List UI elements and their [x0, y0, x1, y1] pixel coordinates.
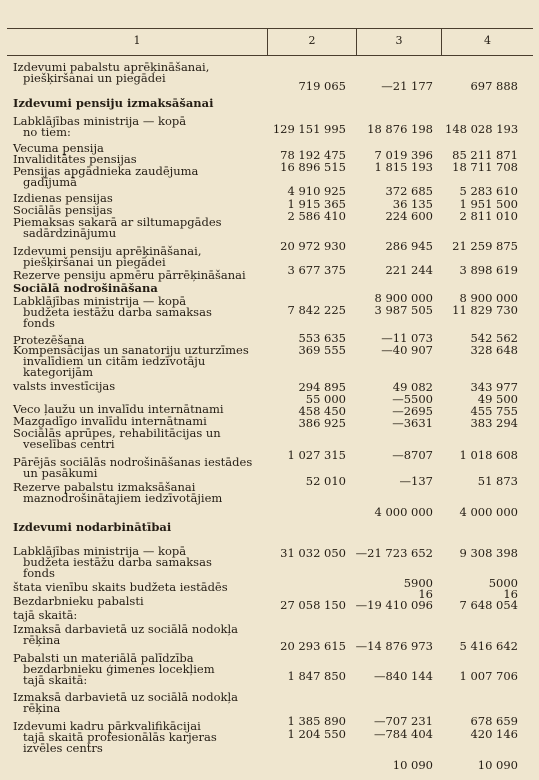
row-label: valsts investīcijas [13, 379, 116, 393]
cell-c3: —707 231 [373, 714, 433, 728]
cell-c3: —21 723 652 [355, 546, 433, 560]
row-label: rēķina [23, 701, 61, 715]
cell-c4: 11 829 730 [452, 303, 518, 317]
cell-c4: 4 000 000 [459, 505, 518, 519]
row-label: štata vienību skaits budžeta iestādēs [13, 580, 228, 594]
row-label: Mazgadīgo invalīdu internātnami [13, 414, 207, 428]
cell-c3: 10 090 [392, 758, 433, 772]
cell-c2: 31 032 050 [280, 546, 346, 560]
cell-c3: 18 876 198 [367, 122, 433, 136]
cell-c2: 129 151 995 [272, 122, 346, 136]
cell-c4: 7 648 054 [459, 598, 518, 612]
row-label: Izdevumi pabalstu aprēķināšanai, [13, 60, 210, 74]
row-label: Rezerve pabalstu izmaksāšanai [13, 480, 196, 494]
row-label: invalīdiem un citām iedzīvotāju [23, 354, 206, 368]
cell-c3: —3631 [392, 416, 433, 430]
cell-c2: 3 677 375 [287, 263, 346, 277]
row-label: Labklājības ministrija — kopā [13, 294, 187, 308]
row-label: Labklājības ministrija — kopā [13, 544, 187, 558]
cell-c2: 1 847 850 [287, 669, 346, 683]
cell-c4: 18 711 708 [452, 160, 518, 174]
cell-c4: 542 562 [470, 331, 518, 345]
cell-c3: —784 404 [373, 727, 433, 741]
row-label: Vecuma pensija [13, 141, 104, 155]
cell-c2: 719 065 [298, 79, 346, 93]
cell-c2: 553 635 [298, 331, 346, 345]
cell-c2: 294 895 [298, 380, 346, 394]
row-label: budžeta iestāžu darba samaksas [23, 555, 212, 569]
cell-c3: —11 073 [381, 331, 433, 345]
cell-c3: —5500 [392, 392, 433, 406]
cell-c4: 420 146 [470, 727, 518, 741]
row-label: budžeta iestāžu darba samaksas [23, 305, 212, 319]
cell-c4: 10 090 [477, 758, 518, 772]
row-label: sadārdzinājumu [23, 226, 117, 240]
cell-c4: 51 873 [477, 474, 518, 488]
row-label: Veco ļaužu un invalīdu internātnami [13, 402, 224, 416]
cell-c2: 7 842 225 [287, 303, 346, 317]
cell-c2: 4 910 925 [287, 184, 346, 198]
cell-c2: 369 555 [298, 343, 346, 357]
cell-c3: —14 876 973 [355, 639, 433, 653]
cell-c4: 343 977 [470, 380, 518, 394]
cell-c2: 386 925 [298, 416, 346, 430]
cell-c3: 49 082 [392, 380, 433, 394]
cell-c2: 78 192 475 [280, 148, 346, 162]
cell-c4: 383 294 [470, 416, 518, 430]
row-label: Sociālās aprūpes, rehabilitācijas un [13, 426, 221, 440]
row-label: bezdarbnieku ģimenes locekļiem [23, 662, 215, 676]
section-heading: Sociālā nodrošināšana [13, 281, 158, 295]
cell-c2: 27 058 150 [280, 598, 346, 612]
cell-c4: 1 007 706 [459, 669, 518, 683]
cell-c3: —19 410 096 [355, 598, 433, 612]
cell-c4: 21 259 875 [452, 239, 518, 253]
cell-c3: 224 600 [385, 209, 433, 223]
column-header-1: 1 [133, 34, 141, 47]
cell-c3: 286 945 [385, 239, 433, 253]
row-label: Piemaksas sakarā ar siltumapgādes [13, 215, 222, 229]
cell-c4: 678 659 [470, 714, 518, 728]
cell-c2: 52 010 [305, 474, 346, 488]
row-label: fonds [23, 566, 55, 580]
cell-c3: 4 000 000 [374, 505, 433, 519]
cell-c2: 1 027 315 [287, 448, 346, 462]
table-header [7, 28, 533, 56]
cell-c4: 8 900 000 [459, 291, 518, 305]
row-label: Invaliditātes pensijas [13, 152, 137, 166]
column-header-2: 2 [308, 34, 316, 47]
row-label: piešķiršanai un piegādei [23, 255, 166, 269]
cell-c4: 5000 [488, 576, 518, 590]
cell-c3: —40 907 [381, 343, 433, 357]
cell-c2: 1 204 550 [287, 727, 346, 741]
row-label: no tiem: [23, 125, 71, 139]
cell-c4: 5 283 610 [459, 184, 518, 198]
cell-c4: 1 018 608 [459, 448, 518, 462]
row-label: fonds [23, 316, 55, 330]
cell-c2: 458 450 [298, 404, 346, 418]
row-label: Labklājības ministrija — kopā [13, 114, 187, 128]
row-label: Izmaksā darbavietā uz sociālā nodokļa [13, 622, 239, 636]
cell-c2: 20 293 615 [280, 639, 346, 653]
cell-c2: 16 896 515 [280, 160, 346, 174]
cell-c4: 455 755 [470, 404, 518, 418]
cell-c2: 1 385 890 [287, 714, 346, 728]
cell-c4: 148 028 193 [445, 122, 519, 136]
row-label: Izmaksā darbavietā uz sociālā nodokļa [13, 690, 239, 704]
row-label: tajā skaitā profesionālās karjeras [23, 730, 217, 744]
section-heading: Izdevumi pensiju izmaksāšanai [13, 96, 214, 110]
cell-c2: 20 972 930 [280, 239, 346, 253]
cell-c4: 5 416 642 [459, 639, 518, 653]
row-label: maznodrošinātajiem iedzīvotājiem [23, 491, 223, 505]
cell-c3: 5900 [403, 576, 433, 590]
row-label: Protezēšana [13, 333, 85, 347]
cell-c4: 697 888 [470, 79, 518, 93]
row-label: veselības centri [23, 437, 115, 451]
row-label: Izdevumi pensiju aprēķināšanai, [13, 244, 202, 258]
row-label: izvēles centrs [23, 741, 103, 755]
row-label: Izdevumi kadru pārkvalifikācijai [13, 719, 201, 733]
cell-c4: 16 [503, 587, 518, 601]
row-label: Kompensācijas un sanatoriju uzturzīmes [13, 343, 249, 357]
cell-c4: 49 500 [477, 392, 518, 406]
cell-c2: 55 000 [305, 392, 346, 406]
cell-c3: —137 [399, 474, 433, 488]
cell-c3: 372 685 [385, 184, 433, 198]
cell-c4: 85 211 871 [452, 148, 518, 162]
row-label: rēķina [23, 633, 61, 647]
row-label: Izdienas pensijas [13, 191, 113, 205]
cell-c4: 1 951 500 [459, 197, 518, 211]
cell-c3: —840 144 [373, 669, 433, 683]
cell-c4: 328 648 [470, 343, 518, 357]
cell-c3: 8 900 000 [374, 291, 433, 305]
cell-c4: 3 898 619 [459, 263, 518, 277]
row-label: Rezerve pensiju apmēru pārrēķināšanai [13, 268, 246, 282]
row-label: un pasākumi [23, 466, 98, 480]
row-label: Pabalsti un materiālā palīdzība [13, 651, 194, 665]
cell-c4: 9 308 398 [459, 546, 518, 560]
row-label: tajā skaitā: [23, 673, 88, 687]
column-header-3: 3 [395, 34, 403, 47]
cell-c3: —8707 [392, 448, 433, 462]
row-label: Pensijas apgādnieka zaudējuma [13, 164, 199, 178]
cell-c3: 1 815 193 [374, 160, 433, 174]
cell-c3: 3 987 505 [374, 303, 433, 317]
row-label: piešķiršanai un piegādei [23, 71, 166, 85]
row-label: Sociālās pensijas [13, 203, 113, 217]
cell-c3: 36 135 [392, 197, 433, 211]
cell-c3: 16 [418, 587, 433, 601]
row-label: Pārējās sociālās nodrošināšanas iestādes [13, 455, 253, 469]
cell-c2: 2 586 410 [287, 209, 346, 223]
cell-c3: —21 177 [381, 79, 433, 93]
cell-c3: 7 019 396 [374, 148, 433, 162]
cell-c3: 221 244 [385, 263, 433, 277]
cell-c2: 1 915 365 [287, 197, 346, 211]
row-label: tajā skaitā: [13, 608, 78, 622]
row-label: kategorijām [23, 365, 94, 379]
section-heading: Izdevumi nodarbinātībai [13, 520, 172, 534]
row-label: gadījumā [23, 175, 77, 189]
cell-c4: 2 811 010 [459, 209, 518, 223]
column-header-4: 4 [484, 34, 491, 47]
row-label: Bezdarbnieku pabalsti [13, 594, 144, 608]
cell-c3: —2695 [392, 404, 433, 418]
